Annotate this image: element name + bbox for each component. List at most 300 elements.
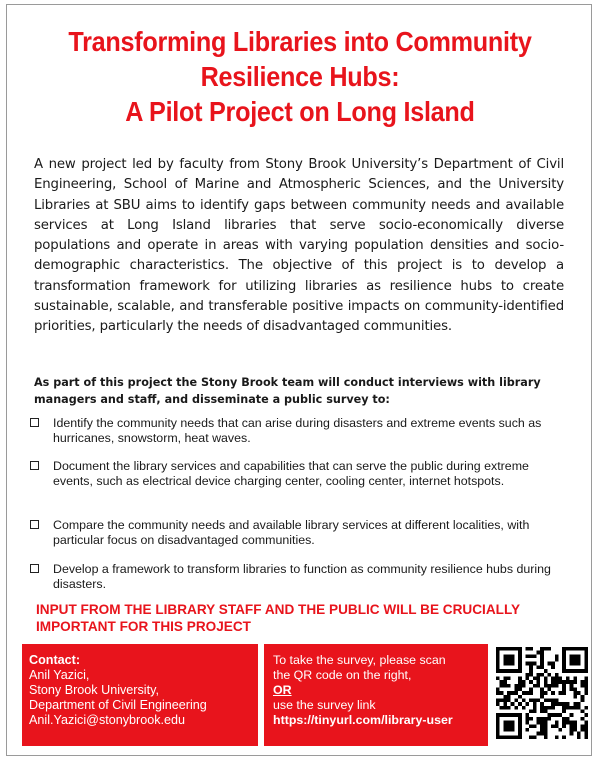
qr-code-icon[interactable] bbox=[496, 647, 588, 739]
qr-module bbox=[551, 724, 555, 728]
qr-module bbox=[503, 680, 507, 684]
qr-module bbox=[555, 673, 559, 677]
qr-module bbox=[518, 695, 522, 699]
qr-module bbox=[514, 713, 518, 717]
qr-module bbox=[522, 680, 526, 684]
qr-module bbox=[496, 702, 500, 706]
qr-module bbox=[503, 684, 507, 688]
qr-module bbox=[496, 721, 500, 725]
qr-module bbox=[540, 721, 544, 725]
qr-module bbox=[525, 721, 529, 725]
qr-module bbox=[562, 710, 566, 714]
checkbox-bullet-icon bbox=[30, 461, 39, 470]
survey-instruction-1: To take the survey, please scan bbox=[273, 653, 446, 667]
qr-module bbox=[522, 684, 526, 688]
qr-module bbox=[562, 665, 566, 669]
qr-module bbox=[518, 665, 522, 669]
qr-module bbox=[503, 699, 507, 703]
qr-module bbox=[562, 717, 566, 721]
qr-module bbox=[507, 669, 511, 673]
list-item-text: Compare the community needs and available library services at different localities, with particular focus on disadvantaged communities. bbox=[53, 518, 530, 547]
qr-module bbox=[562, 691, 566, 695]
qr-module bbox=[518, 680, 522, 684]
qr-module bbox=[581, 680, 585, 684]
qr-module bbox=[503, 713, 507, 717]
qr-module bbox=[562, 687, 566, 691]
qr-module bbox=[573, 669, 577, 673]
qr-module bbox=[562, 654, 566, 658]
qr-module bbox=[548, 684, 552, 688]
callout-text: INPUT FROM THE LIBRARY STAFF AND THE PUBLIC WILL BE CRUCIALLY IMPORTANT FOR THIS PROJECT bbox=[36, 602, 520, 634]
qr-module bbox=[562, 735, 566, 739]
qr-module bbox=[529, 735, 533, 739]
qr-module bbox=[507, 691, 511, 695]
qr-module bbox=[511, 669, 515, 673]
qr-module bbox=[555, 654, 559, 658]
qr-module bbox=[511, 691, 515, 695]
qr-module bbox=[540, 654, 544, 658]
qr-module bbox=[511, 662, 515, 666]
qr-module bbox=[536, 717, 540, 721]
qr-module bbox=[496, 654, 500, 658]
qr-module bbox=[503, 706, 507, 710]
qr-module bbox=[518, 721, 522, 725]
qr-module bbox=[503, 724, 507, 728]
qr-module bbox=[551, 699, 555, 703]
qr-module bbox=[496, 647, 500, 651]
qr-module bbox=[562, 706, 566, 710]
qr-module bbox=[518, 684, 522, 688]
qr-module bbox=[544, 699, 548, 703]
qr-module bbox=[544, 684, 548, 688]
lead-paragraph: As part of this project the Stony Brook team will conduct interviews with library managers and staff, and disseminate a public survey to: bbox=[34, 376, 541, 406]
qr-module bbox=[496, 662, 500, 666]
qr-module bbox=[511, 647, 515, 651]
qr-module bbox=[581, 695, 585, 699]
qr-module bbox=[544, 721, 548, 725]
qr-module bbox=[496, 728, 500, 732]
contact-university: Stony Brook University, bbox=[29, 683, 159, 697]
qr-module bbox=[507, 662, 511, 666]
qr-module bbox=[507, 735, 511, 739]
qr-module bbox=[540, 687, 544, 691]
qr-module bbox=[514, 669, 518, 673]
qr-module bbox=[577, 706, 581, 710]
qr-module bbox=[500, 684, 504, 688]
qr-module bbox=[581, 728, 585, 732]
qr-module bbox=[511, 724, 515, 728]
qr-module bbox=[500, 735, 504, 739]
qr-module bbox=[529, 662, 533, 666]
qr-module bbox=[573, 724, 577, 728]
qr-module bbox=[503, 695, 507, 699]
qr-module bbox=[584, 713, 588, 717]
qr-module bbox=[577, 658, 581, 662]
qr-module bbox=[529, 680, 533, 684]
qr-module bbox=[555, 702, 559, 706]
qr-module bbox=[584, 676, 588, 680]
qr-module bbox=[500, 647, 504, 651]
qr-module bbox=[529, 687, 533, 691]
qr-module bbox=[540, 724, 544, 728]
qr-module bbox=[562, 684, 566, 688]
qr-module bbox=[507, 728, 511, 732]
qr-module bbox=[529, 665, 533, 669]
qr-module bbox=[570, 687, 574, 691]
qr-module bbox=[581, 724, 585, 728]
qr-module bbox=[540, 728, 544, 732]
qr-module bbox=[544, 732, 548, 736]
qr-module bbox=[581, 710, 585, 714]
qr-module bbox=[548, 647, 552, 651]
qr-module bbox=[518, 735, 522, 739]
qr-module bbox=[584, 680, 588, 684]
qr-module bbox=[525, 691, 529, 695]
qr-module bbox=[551, 702, 555, 706]
qr-module bbox=[562, 680, 566, 684]
qr-module bbox=[562, 662, 566, 666]
qr-module bbox=[525, 647, 529, 651]
qr-module bbox=[544, 728, 548, 732]
qr-module bbox=[496, 669, 500, 673]
qr-module bbox=[511, 721, 515, 725]
qr-module bbox=[525, 676, 529, 680]
qr-module bbox=[536, 651, 540, 655]
qr-module bbox=[559, 691, 563, 695]
qr-module bbox=[514, 691, 518, 695]
qr-module bbox=[503, 721, 507, 725]
list-item bbox=[30, 459, 570, 489]
qr-module bbox=[584, 732, 588, 736]
qr-module bbox=[514, 647, 518, 651]
qr-module bbox=[551, 691, 555, 695]
survey-instruction-2: the QR code on the right, bbox=[273, 668, 412, 682]
qr-module bbox=[544, 680, 548, 684]
qr-module bbox=[570, 732, 574, 736]
qr-module bbox=[536, 665, 540, 669]
list-item bbox=[30, 518, 570, 548]
qr-module bbox=[573, 702, 577, 706]
qr-module bbox=[584, 728, 588, 732]
qr-module bbox=[507, 721, 511, 725]
qr-module bbox=[562, 651, 566, 655]
qr-module bbox=[522, 699, 526, 703]
qr-module bbox=[562, 647, 566, 651]
qr-module bbox=[562, 669, 566, 673]
qr-module bbox=[503, 728, 507, 732]
qr-module bbox=[540, 717, 544, 721]
qr-module bbox=[551, 706, 555, 710]
qr-module bbox=[551, 665, 555, 669]
qr-module bbox=[573, 691, 577, 695]
qr-module bbox=[529, 673, 533, 677]
qr-module bbox=[511, 728, 515, 732]
qr-module bbox=[518, 687, 522, 691]
qr-module bbox=[584, 662, 588, 666]
qr-module bbox=[496, 687, 500, 691]
qr-module bbox=[533, 702, 537, 706]
checkbox-bullet-icon bbox=[30, 520, 39, 529]
qr-module bbox=[500, 706, 504, 710]
qr-module bbox=[533, 654, 537, 658]
qr-module bbox=[533, 735, 537, 739]
qr-module bbox=[503, 647, 507, 651]
qr-module bbox=[518, 702, 522, 706]
qr-module bbox=[544, 669, 548, 673]
qr-module bbox=[500, 699, 504, 703]
qr-module bbox=[566, 706, 570, 710]
qr-module bbox=[507, 658, 511, 662]
survey-box bbox=[264, 644, 488, 746]
qr-module bbox=[525, 673, 529, 677]
qr-module bbox=[551, 684, 555, 688]
qr-module bbox=[496, 735, 500, 739]
qr-module bbox=[544, 724, 548, 728]
qr-module bbox=[573, 654, 577, 658]
qr-module bbox=[540, 665, 544, 669]
qr-module bbox=[503, 735, 507, 739]
survey-or: OR bbox=[273, 683, 292, 697]
qr-module bbox=[518, 651, 522, 655]
qr-module bbox=[570, 669, 574, 673]
qr-module bbox=[496, 651, 500, 655]
qr-module bbox=[548, 706, 552, 710]
qr-module bbox=[559, 702, 563, 706]
qr-module bbox=[577, 669, 581, 673]
qr-module bbox=[518, 654, 522, 658]
qr-module bbox=[503, 702, 507, 706]
qr-module bbox=[533, 662, 537, 666]
qr-module bbox=[525, 702, 529, 706]
qr-module bbox=[540, 702, 544, 706]
qr-module bbox=[573, 658, 577, 662]
qr-module bbox=[573, 687, 577, 691]
qr-module bbox=[555, 735, 559, 739]
qr-module bbox=[570, 724, 574, 728]
survey-instruction-3: use the survey link bbox=[273, 698, 376, 712]
qr-module bbox=[581, 717, 585, 721]
qr-module bbox=[551, 662, 555, 666]
qr-module bbox=[525, 662, 529, 666]
qr-module bbox=[533, 710, 537, 714]
qr-module bbox=[514, 684, 518, 688]
qr-module bbox=[536, 699, 540, 703]
qr-module bbox=[584, 684, 588, 688]
qr-module bbox=[529, 717, 533, 721]
qr-module bbox=[566, 647, 570, 651]
qr-module bbox=[559, 676, 563, 680]
qr-module bbox=[570, 654, 574, 658]
qr-module bbox=[514, 735, 518, 739]
qr-module bbox=[518, 717, 522, 721]
qr-module bbox=[581, 699, 585, 703]
qr-module bbox=[511, 658, 515, 662]
qr-module bbox=[533, 724, 537, 728]
qr-module bbox=[533, 699, 537, 703]
qr-module bbox=[555, 713, 559, 717]
qr-module bbox=[540, 673, 544, 677]
qr-module bbox=[573, 676, 577, 680]
qr-module bbox=[511, 735, 515, 739]
qr-module bbox=[518, 662, 522, 666]
qr-module bbox=[511, 702, 515, 706]
qr-module bbox=[566, 680, 570, 684]
qr-module bbox=[525, 713, 529, 717]
qr-module bbox=[514, 699, 518, 703]
qr-module bbox=[522, 706, 526, 710]
qr-module bbox=[536, 676, 540, 680]
qr-module bbox=[496, 691, 500, 695]
qr-module bbox=[581, 669, 585, 673]
qr-module bbox=[577, 654, 581, 658]
qr-module bbox=[570, 721, 574, 725]
qr-module bbox=[573, 662, 577, 666]
qr-module bbox=[573, 680, 577, 684]
qr-module bbox=[540, 706, 544, 710]
qr-module bbox=[540, 662, 544, 666]
qr-module bbox=[511, 713, 515, 717]
qr-module bbox=[577, 702, 581, 706]
qr-module bbox=[533, 684, 537, 688]
qr-module bbox=[573, 647, 577, 651]
qr-module bbox=[544, 647, 548, 651]
qr-module bbox=[577, 735, 581, 739]
qr-module bbox=[507, 695, 511, 699]
qr-module bbox=[496, 699, 500, 703]
qr-module bbox=[562, 724, 566, 728]
qr-module bbox=[548, 687, 552, 691]
qr-module bbox=[584, 735, 588, 739]
qr-module bbox=[544, 710, 548, 714]
qr-module bbox=[544, 717, 548, 721]
qr-module bbox=[536, 684, 540, 688]
contact-heading: Contact: bbox=[29, 653, 81, 667]
qr-module bbox=[555, 676, 559, 680]
qr-module bbox=[540, 651, 544, 655]
qr-module bbox=[555, 684, 559, 688]
qr-module bbox=[584, 665, 588, 669]
qr-module bbox=[581, 684, 585, 688]
qr-module bbox=[500, 669, 504, 673]
qr-module bbox=[507, 724, 511, 728]
qr-module bbox=[570, 658, 574, 662]
qr-module bbox=[540, 647, 544, 651]
qr-module bbox=[577, 732, 581, 736]
qr-module bbox=[540, 732, 544, 736]
contact-email[interactable]: Anil.Yazici@stonybrook.edu bbox=[29, 713, 186, 727]
qr-module bbox=[584, 691, 588, 695]
qr-module bbox=[496, 658, 500, 662]
qr-module bbox=[544, 706, 548, 710]
qr-module bbox=[559, 680, 563, 684]
qr-module bbox=[518, 669, 522, 673]
qr-module bbox=[584, 721, 588, 725]
qr-module bbox=[496, 713, 500, 717]
qr-module bbox=[507, 699, 511, 703]
qr-module bbox=[503, 662, 507, 666]
qr-module bbox=[584, 647, 588, 651]
survey-link[interactable]: https://tinyurl.com/library-user bbox=[273, 713, 453, 727]
qr-module bbox=[500, 691, 504, 695]
qr-module bbox=[496, 676, 500, 680]
qr-module bbox=[540, 691, 544, 695]
qr-module bbox=[514, 706, 518, 710]
qr-module bbox=[529, 724, 533, 728]
qr-module bbox=[536, 673, 540, 677]
qr-module bbox=[503, 669, 507, 673]
qr-module bbox=[540, 710, 544, 714]
qr-module bbox=[529, 669, 533, 673]
qr-module bbox=[503, 658, 507, 662]
qr-module bbox=[555, 680, 559, 684]
qr-module bbox=[584, 687, 588, 691]
qr-module bbox=[548, 673, 552, 677]
qr-module bbox=[577, 691, 581, 695]
qr-module bbox=[577, 662, 581, 666]
checkbox-bullet-icon bbox=[30, 418, 39, 427]
qr-module bbox=[496, 732, 500, 736]
qr-module bbox=[525, 717, 529, 721]
qr-module bbox=[540, 658, 544, 662]
qr-module bbox=[573, 721, 577, 725]
qr-module bbox=[570, 713, 574, 717]
qr-module bbox=[548, 717, 552, 721]
qr-module bbox=[555, 699, 559, 703]
qr-module bbox=[548, 662, 552, 666]
qr-module bbox=[525, 728, 529, 732]
qr-module bbox=[529, 647, 533, 651]
qr-module bbox=[584, 658, 588, 662]
qr-module bbox=[503, 676, 507, 680]
contact-department: Department of Civil Engineering bbox=[29, 698, 207, 712]
qr-module bbox=[507, 654, 511, 658]
qr-module bbox=[518, 724, 522, 728]
list-item bbox=[30, 416, 570, 446]
qr-module bbox=[562, 702, 566, 706]
qr-module bbox=[566, 702, 570, 706]
qr-module bbox=[584, 706, 588, 710]
qr-module bbox=[529, 699, 533, 703]
qr-module bbox=[518, 728, 522, 732]
list-item-text: Document the library services and capabilities that can serve the public during extreme events, such as electrical device charging center, cooling center, internet hotspots. bbox=[53, 459, 529, 488]
qr-module bbox=[584, 669, 588, 673]
title-line-3: A Pilot Project on Long Island bbox=[125, 96, 475, 127]
qr-module bbox=[559, 728, 563, 732]
qr-module bbox=[533, 706, 537, 710]
page-title bbox=[30, 24, 570, 129]
checkbox-bullet-icon bbox=[30, 564, 39, 573]
qr-module bbox=[529, 691, 533, 695]
qr-module bbox=[577, 647, 581, 651]
qr-module bbox=[548, 699, 552, 703]
qr-module bbox=[507, 647, 511, 651]
qr-module bbox=[566, 669, 570, 673]
qr-module bbox=[507, 676, 511, 680]
qr-module bbox=[551, 680, 555, 684]
qr-module bbox=[566, 721, 570, 725]
qr-module bbox=[536, 721, 540, 725]
qr-module bbox=[518, 647, 522, 651]
qr-module bbox=[584, 651, 588, 655]
intro-paragraph: A new project led by faculty from Stony Brook University’s Department of Civil Engineering, School of Marine and Atmospheric Sciences, and the University Libraries at SBU aims to identify gaps between community needs and available services at Long Island libraries that serve socio-economically diverse populations and operate in areas with varying population densities and socio-demographic characteristics. The objective of this project is to develop a transformation framework for utilizing libraries as resilience hubs to create sustainable, scalable, and transferable positive impacts on community-identified priorities, particularly the needs of disadvantaged communities. bbox=[34, 157, 564, 335]
qr-module bbox=[584, 724, 588, 728]
qr-module bbox=[570, 662, 574, 666]
qr-module bbox=[522, 691, 526, 695]
qr-module bbox=[536, 680, 540, 684]
qr-module bbox=[533, 676, 537, 680]
qr-module bbox=[544, 735, 548, 739]
qr-module bbox=[573, 695, 577, 699]
